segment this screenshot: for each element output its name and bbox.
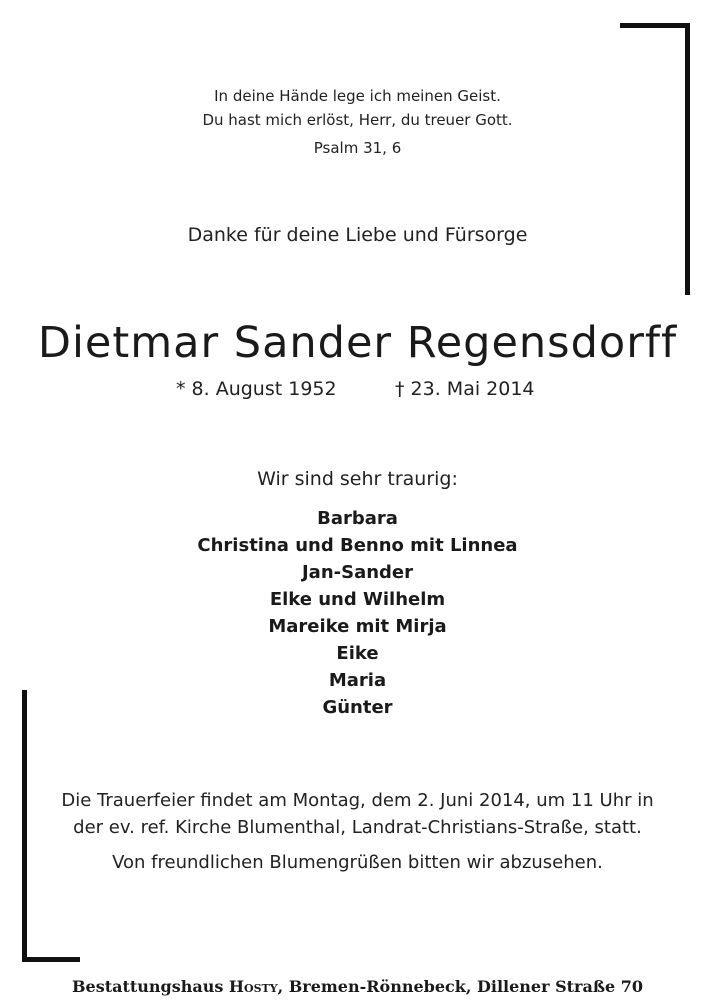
mourner-name: Günter: [322, 697, 393, 718]
mourner-name: Maria: [328, 670, 387, 691]
flowers-note: Von freundlichen Blumengrüßen bitten wir abzusehen.: [112, 852, 603, 873]
service-line-1: Die Trauerfeier findet am Montag, dem 2. Juni 2014, um 11 Uhr in: [61, 790, 654, 811]
thanks-line: Danke für deine Liebe und Fürsorge: [187, 224, 528, 246]
psalm-line-1: In deine Hände lege ich meinen Geist.: [214, 87, 501, 105]
deceased-name: Dietmar Sander Regensdorff: [37, 318, 678, 368]
mourners-intro: Wir sind sehr traurig:: [257, 468, 458, 490]
psalm-line-2: Du hast mich erlöst, Herr, du treuer Gott.: [202, 111, 513, 129]
death-date: † 23. Mai 2014: [395, 378, 535, 400]
mourners-list: [0, 505, 715, 721]
footer-prefix: Bestattungshaus: [71, 977, 229, 996]
mourner-name: Jan-Sander: [301, 562, 414, 583]
mourner-name: Eike: [336, 643, 379, 664]
psalm-reference: Psalm 31, 6: [313, 139, 402, 157]
mourner-name: Barbara: [317, 508, 398, 529]
mourner-name: Mareike mit Mirja: [268, 616, 447, 637]
mourner-name: Christina und Benno mit Linnea: [197, 535, 518, 556]
footer-suffix: , Bremen-Rönnebeck, Dillener Straße 70: [277, 977, 644, 996]
mourner-name: Elke und Wilhelm: [269, 589, 446, 610]
birth-date: * 8. August 1952: [176, 378, 337, 400]
service-line-2: der ev. ref. Kirche Blumenthal, Landrat-Christians-Straße, statt.: [73, 817, 642, 838]
funeral-home-brand: Hosty: [228, 977, 278, 996]
funeral-home-footer: [0, 977, 715, 996]
